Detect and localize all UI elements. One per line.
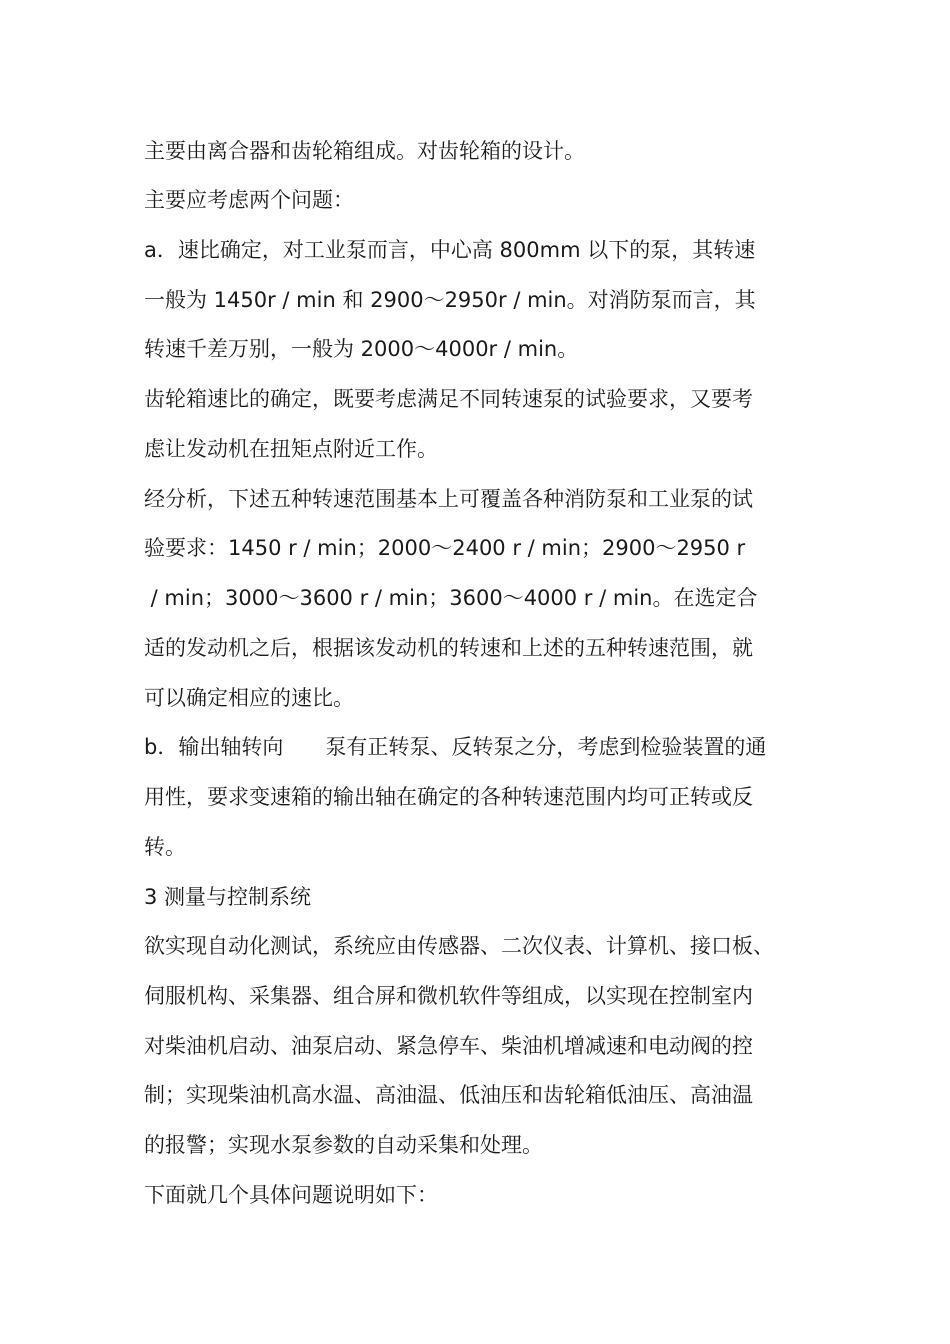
text-line: 转速千差万别，一般为 2000～4000r / min。 [144, 337, 579, 361]
text-line: 制；实现柴油机高水温、高油温、低油压和齿轮箱低油压、高油温 [144, 1083, 753, 1107]
text-line: 转。 [144, 835, 186, 859]
text-line: / min；3000～3600 r / min；3600～4000 r / min。在选定合 [144, 586, 758, 610]
section-heading: 3 测量与控制系统 [144, 885, 312, 909]
text-line: 主要应考虑两个问题： [144, 188, 354, 212]
text-line: 欲实现自动化测试，系统应由传感器、二次仪表、计算机、接口板、 [144, 934, 774, 958]
text-line: 用性，要求变速箱的输出轴在确定的各种转速范围内均可正转或反 [144, 785, 753, 809]
text-line: 对柴油机启动、油泵启动、紧急停车、柴油机增减速和电动阀的控 [144, 1034, 753, 1058]
text-line: 适的发动机之后，根据该发动机的转速和上述的五种转速范围，就 [144, 636, 753, 660]
text-line: 齿轮箱速比的确定，既要考虑满足不同转速泵的试验要求，又要考 [144, 387, 753, 411]
text-line: 经分析，下述五种转速范围基本上可覆盖各种消防泵和工业泵的试 [144, 487, 753, 511]
text-line: 伺服机构、采集器、组合屏和微机软件等组成，以实现在控制室内 [144, 984, 753, 1008]
text-line: b．输出轴转向 泵有正转泵、反转泵之分，考虑到检验装置的通 [144, 735, 767, 759]
text-line: 主要由离合器和齿轮箱组成。对齿轮箱的设计。 [144, 139, 585, 163]
text-line: 验要求：1450 r / min；2000～2400 r / min；2900～2950 r [144, 536, 746, 560]
text-line: 虑让发动机在扭矩点附近工作。 [144, 437, 438, 461]
text-line: 可以确定相应的速比。 [144, 686, 354, 710]
text-line: 的报警；实现水泵参数的自动采集和处理。 [144, 1133, 543, 1157]
text-line: 一般为 1450r / min 和 2900～2950r / min。对消防泵而言，其 [144, 288, 756, 312]
text-line: 下面就几个具体问题说明如下： [144, 1183, 438, 1207]
text-line: a．速比确定，对工业泵而言，中心高 800mm 以下的泵，其转速 [144, 238, 756, 262]
